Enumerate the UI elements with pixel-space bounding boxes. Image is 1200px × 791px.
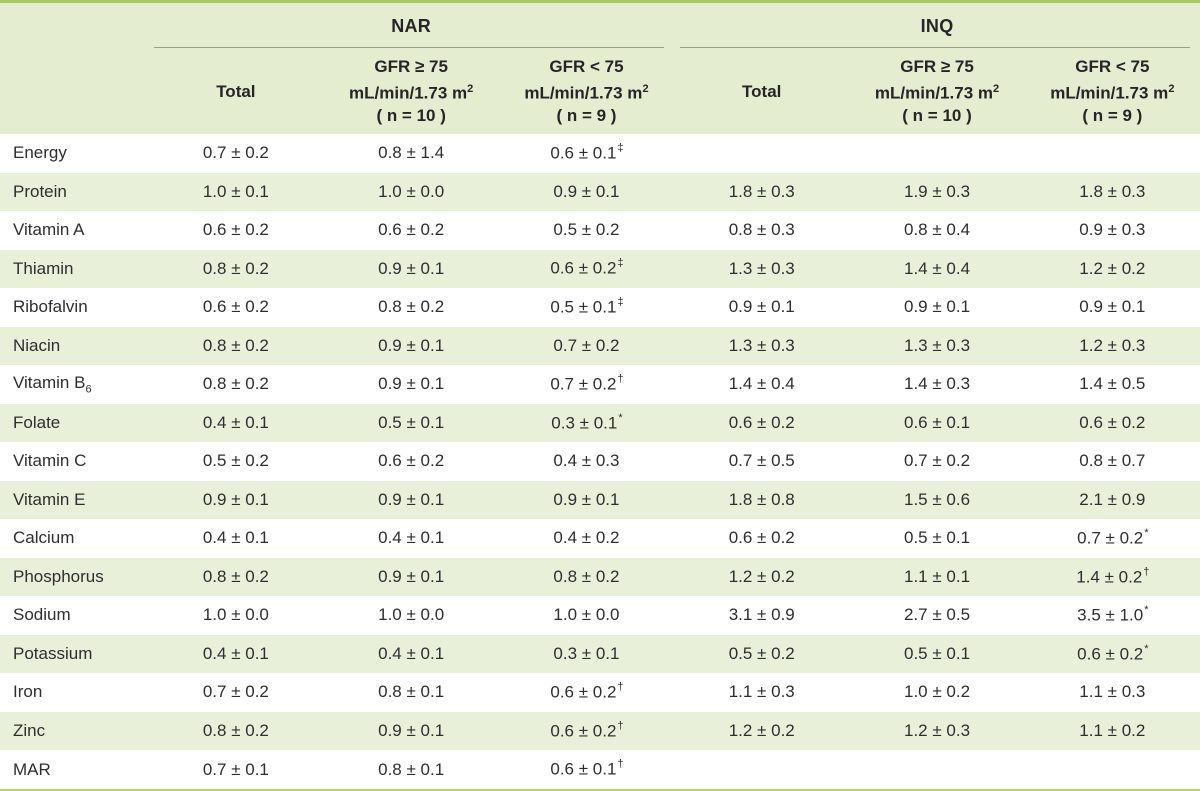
data-cell: 0.9 ± 0.1: [378, 335, 445, 355]
column-unit: mL/min/1.73 $m^2$: [349, 83, 474, 103]
data-cell: 1.4 ± 0.4: [728, 374, 795, 394]
data-cell: 0.8 ± 0.2: [202, 335, 269, 355]
column-header: [148, 49, 323, 134]
data-cell: 1.8 ± 0.8: [728, 489, 795, 509]
table-row: [0, 211, 1200, 250]
data-cell: 1.4 ± 0.4: [903, 258, 971, 278]
data-cell: 0.6 ± 0.2‡: [550, 257, 624, 279]
table-row: [0, 250, 1200, 289]
data-cell: 3.5 ± 1.0*: [1077, 604, 1149, 625]
data-cell: 1.5 ± 0.6: [903, 489, 971, 509]
data-cell: 1.0 ± 0.0: [553, 605, 620, 625]
data-cell: 2.1 ± 0.9: [1079, 489, 1146, 509]
data-cell: 0.8 ± 0.2: [202, 566, 269, 586]
data-cell: 0.3 ± 0.1: [553, 643, 620, 663]
data-cell: 0.6 ± 0.2: [1079, 412, 1146, 432]
data-cell: 0.9 ± 0.1: [378, 489, 445, 509]
data-cell: 0.8 ± 0.2: [202, 720, 269, 740]
data-cell: 1.1 ± 0.1: [903, 566, 971, 586]
data-cell: 0.9 ± 0.1: [553, 489, 620, 509]
data-cell: 0.4 ± 0.3: [553, 451, 620, 471]
table-row: [0, 327, 1200, 366]
data-cell: 0.7 ± 0.2: [202, 143, 269, 163]
significance-marker: *: [618, 411, 623, 424]
column-sample-size: ( n = 9 ): [1082, 105, 1143, 125]
data-cell: 0.6 ± 0.2: [378, 220, 445, 240]
data-cell: 0.5 ± 0.2: [202, 451, 269, 471]
column-sample-size: ( n = 10 ): [376, 105, 446, 125]
table-header: [0, 2, 1200, 135]
data-cell: 1.4 ± 0.2†: [1076, 565, 1150, 587]
table-row: [0, 673, 1200, 712]
table-row: [0, 442, 1200, 481]
row-label-header-cell: [0, 49, 148, 134]
data-cell: 1.3 ± 0.3: [728, 335, 795, 355]
data-cell: 0.6 ± 0.2: [728, 528, 795, 548]
data-cell: 0.6 ± 0.2: [378, 451, 445, 471]
significance-marker: *: [1144, 527, 1149, 540]
column-title: Total: [216, 81, 256, 101]
empty-cell: [1025, 750, 1200, 790]
significance-marker: ‡: [617, 295, 624, 308]
data-cell: 0.8 ± 0.2: [202, 374, 269, 394]
significance-marker: †: [617, 681, 624, 694]
data-cell: 0.7 ± 0.2: [202, 682, 269, 702]
column-title: GFR ≥ 75: [374, 57, 448, 77]
row-label: Phosphorus: [13, 566, 104, 586]
table-row: [0, 173, 1200, 212]
data-cell: 0.9 ± 0.1: [378, 566, 445, 586]
data-cell: 1.2 ± 0.2: [728, 720, 795, 740]
data-cell: 0.8 ± 0.2: [553, 566, 620, 586]
significance-marker: ‡: [617, 257, 624, 270]
row-label: Vitamin C: [13, 451, 87, 471]
data-cell: 1.4 ± 0.5: [1079, 374, 1146, 394]
unit-superscript: 2: [642, 83, 649, 96]
data-cell: 0.6 ± 0.2: [202, 220, 269, 240]
data-cell: 3.1 ± 0.9: [728, 605, 795, 625]
data-cell: 0.7 ± 0.1: [202, 759, 269, 779]
significance-marker: †: [617, 373, 624, 386]
row-label: Folate: [13, 412, 61, 432]
data-cell: 0.8 ± 0.3: [728, 220, 795, 240]
table-row: [0, 750, 1200, 790]
column-header: [674, 49, 849, 134]
table-row: [0, 635, 1200, 674]
table-row: [0, 288, 1200, 327]
row-label: Potassium: [13, 643, 93, 663]
data-cell: 0.6 ± 0.2: [202, 297, 269, 317]
row-label: Vitamin A: [13, 220, 85, 240]
row-label: Thiamin: [13, 258, 74, 278]
column-title: GFR < 75: [1075, 57, 1150, 77]
row-label: Vitamin $B_6$: [13, 373, 92, 396]
data-cell: 0.9 ± 0.1: [378, 258, 445, 278]
data-cell: 0.9 ± 0.1: [202, 489, 269, 509]
table-row: [0, 365, 1200, 404]
data-cell: 0.6 ± 0.2†: [550, 681, 624, 702]
table-body: [0, 134, 1200, 790]
empty-cell: [1025, 134, 1200, 173]
column-sample-size: ( n = 10 ): [902, 105, 972, 125]
data-cell: 1.2 ± 0.2: [728, 566, 795, 586]
table-row: [0, 481, 1200, 520]
data-cell: 0.7 ± 0.2: [903, 451, 971, 471]
data-cell: 0.9 ± 0.1: [378, 720, 445, 740]
data-cell: 1.8 ± 0.3: [1079, 181, 1146, 201]
empty-cell: [674, 134, 849, 173]
corner-cell: [0, 2, 148, 50]
data-cell: 0.5 ± 0.2: [728, 643, 795, 663]
row-label: Calcium: [13, 528, 75, 548]
data-cell: 0.6 ± 0.2†: [550, 719, 624, 741]
data-cell: 0.4 ± 0.1: [202, 643, 269, 663]
group-label-inq: INQ: [920, 16, 954, 36]
significance-marker: †: [1143, 565, 1150, 578]
table-row: [0, 404, 1200, 443]
data-cell: 0.4 ± 0.1: [202, 412, 269, 432]
table-row: [0, 134, 1200, 173]
row-label: MAR: [13, 759, 51, 779]
row-label: Vitamin E: [13, 489, 86, 509]
data-cell: 1.2 ± 0.3: [903, 720, 971, 740]
group-header-inner: [674, 3, 1200, 48]
row-label: Ribofalvin: [13, 297, 88, 317]
data-cell: 0.6 ± 0.1‡: [550, 141, 624, 163]
table-row: [0, 596, 1200, 635]
data-cell: 0.5 ± 0.2: [553, 220, 620, 240]
data-cell: 0.9 ± 0.3: [1079, 220, 1146, 240]
column-header: [499, 49, 674, 134]
data-cell: 0.8 ± 0.2: [378, 297, 445, 317]
table-row: [0, 558, 1200, 597]
column-title: Total: [742, 81, 782, 101]
data-cell: 1.0 ± 0.1: [202, 181, 269, 201]
row-label: Protein: [13, 181, 67, 201]
column-header: [1025, 49, 1200, 134]
group-header-inner: [148, 3, 674, 48]
data-cell: 0.3 ± 0.1*: [551, 411, 623, 433]
data-cell: 0.5 ± 0.1‡: [550, 295, 624, 317]
data-cell: 0.8 ± 0.4: [903, 220, 971, 240]
data-cell: 0.4 ± 0.1: [378, 528, 445, 548]
significance-marker: *: [1144, 642, 1149, 655]
data-cell: 1.2 ± 0.2: [1079, 258, 1146, 278]
data-cell: 0.9 ± 0.1: [1079, 297, 1146, 317]
column-unit: mL/min/1.73 $m^2$: [524, 83, 649, 103]
data-cell: 0.5 ± 0.1: [903, 643, 971, 663]
data-cell: 0.8 ± 0.2: [202, 258, 269, 278]
group-underline-inq: [680, 47, 1190, 48]
group-label-nar: NAR: [391, 16, 432, 36]
data-cell: 0.4 ± 0.1: [378, 643, 445, 663]
row-label: Energy: [13, 143, 67, 163]
data-cell: 0.5 ± 0.1: [378, 412, 445, 432]
column-header: [849, 49, 1024, 134]
data-cell: 1.1 ± 0.3: [728, 682, 795, 702]
data-cell: 1.4 ± 0.3: [903, 374, 971, 394]
row-label: Iron: [13, 682, 43, 702]
data-cell: 0.4 ± 0.1: [202, 528, 269, 548]
significance-marker: †: [617, 719, 624, 732]
group-header-nar: [148, 2, 674, 50]
data-cell: 0.9 ± 0.1: [903, 297, 971, 317]
significance-marker: *: [1144, 604, 1149, 617]
empty-cell: [674, 750, 849, 790]
data-cell: 0.8 ± 0.1: [378, 759, 445, 779]
data-cell: 1.3 ± 0.3: [728, 258, 795, 278]
data-cell: 0.7 ± 0.2: [553, 335, 620, 355]
column-sample-size: ( n = 9 ): [556, 105, 617, 125]
data-cell: 0.6 ± 0.2*: [1077, 642, 1149, 664]
data-cell: 1.0 ± 0.0: [378, 181, 445, 201]
data-cell: 0.6 ± 0.1†: [550, 758, 624, 779]
data-cell: 1.1 ± 0.2: [1079, 720, 1146, 740]
data-cell: 0.8 ± 0.1: [378, 682, 445, 702]
data-cell: 0.9 ± 0.1: [378, 374, 445, 394]
row-label: Sodium: [13, 605, 71, 625]
column-unit: mL/min/1.73 $m^2$: [874, 83, 1000, 103]
data-cell: 1.2 ± 0.3: [1079, 335, 1146, 355]
table-row: [0, 712, 1200, 751]
data-cell: 1.0 ± 0.2: [903, 682, 971, 702]
empty-cell: [849, 134, 1024, 173]
data-cell: 0.5 ± 0.1: [903, 528, 971, 548]
significance-marker: †: [617, 758, 624, 771]
data-cell: 1.9 ± 0.3: [903, 181, 971, 201]
data-cell: 0.9 ± 0.1: [728, 297, 795, 317]
data-cell: 1.1 ± 0.3: [1079, 682, 1146, 702]
column-title: GFR < 75: [549, 57, 624, 77]
column-header-row: [0, 49, 1200, 134]
row-label: Niacin: [13, 335, 61, 355]
data-cell: 0.9 ± 0.1: [553, 181, 620, 201]
data-cell: 0.6 ± 0.2: [728, 412, 795, 432]
group-header-inq: [674, 2, 1200, 50]
data-cell: 0.7 ± 0.5: [728, 451, 795, 471]
column-title: GFR ≥ 75: [900, 57, 974, 77]
table-row: [0, 519, 1200, 558]
significance-marker: ‡: [617, 141, 624, 154]
unit-superscript: 2: [467, 83, 474, 96]
column-unit: mL/min/1.73 $m^2$: [1050, 83, 1175, 103]
data-cell: 1.0 ± 0.0: [378, 605, 445, 625]
data-cell: 0.8 ± 0.7: [1079, 451, 1146, 471]
unit-superscript: 2: [993, 83, 1000, 96]
row-label-subscript: 6: [85, 383, 92, 396]
data-cell: 0.8 ± 1.4: [378, 143, 445, 163]
column-header: [324, 49, 499, 134]
data-cell: 1.0 ± 0.0: [202, 605, 269, 625]
group-underline-nar: [154, 47, 664, 48]
data-cell: 0.7 ± 0.2*: [1077, 527, 1149, 548]
unit-superscript: 2: [1168, 83, 1175, 96]
row-label: Zinc: [13, 720, 46, 740]
data-cell: 0.4 ± 0.2: [553, 528, 620, 548]
data-cell: 1.3 ± 0.3: [903, 335, 971, 355]
data-cell: 0.6 ± 0.1: [903, 412, 971, 432]
data-cell: 1.8 ± 0.3: [728, 181, 795, 201]
group-header-row: [0, 2, 1200, 50]
data-cell: 0.7 ± 0.2†: [550, 373, 624, 394]
empty-cell: [849, 750, 1024, 790]
data-cell: 2.7 ± 0.5: [903, 605, 971, 625]
